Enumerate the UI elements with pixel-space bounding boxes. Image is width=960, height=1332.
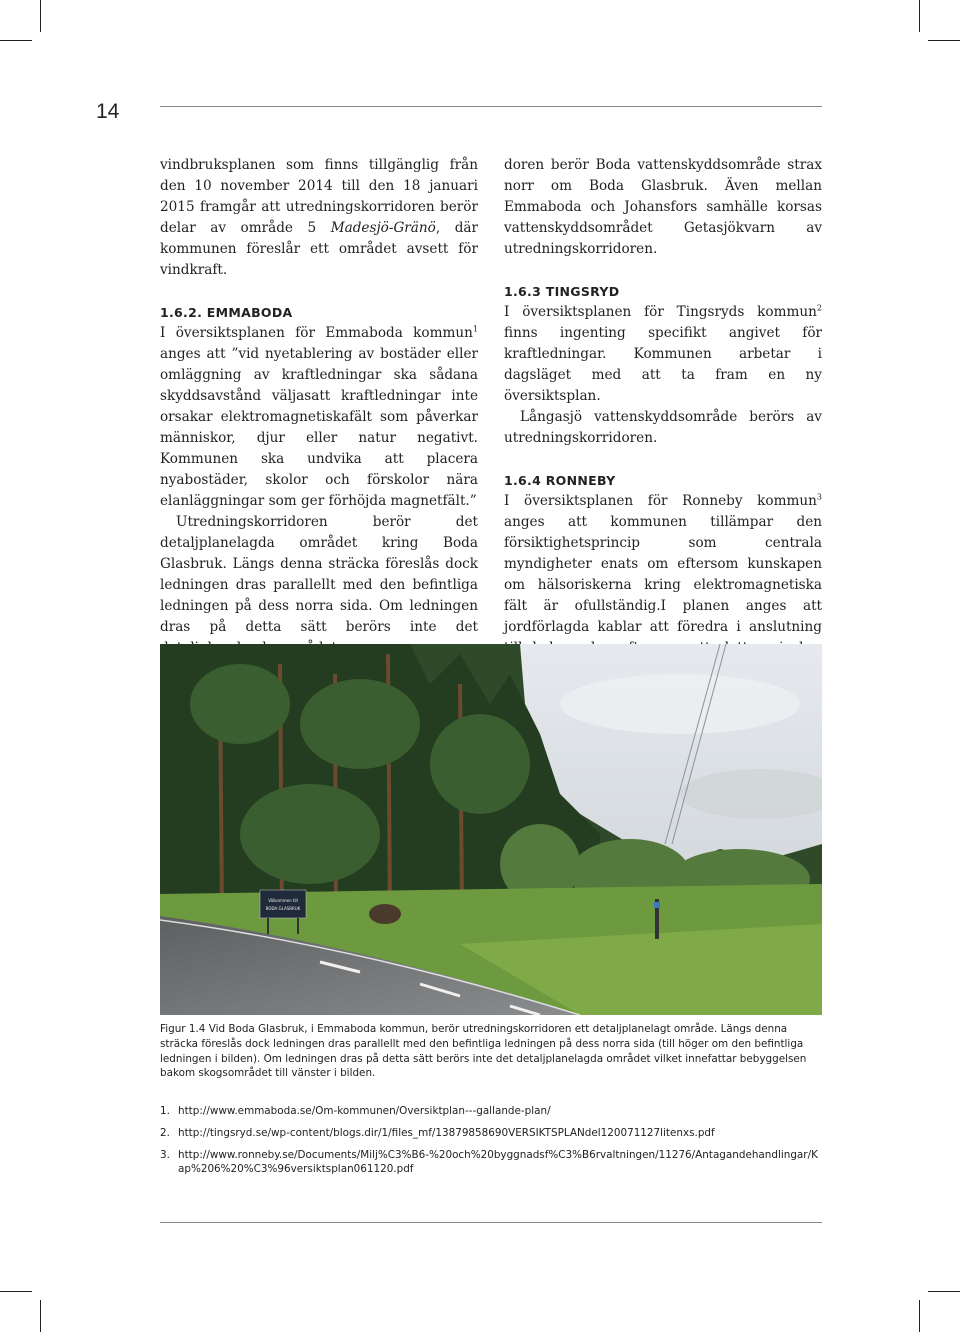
footnote-1 bbox=[160, 1104, 822, 1119]
footnote-number: 2. bbox=[160, 1126, 170, 1139]
footnote-2 bbox=[160, 1126, 822, 1141]
ronneby-paragraph: I översiktsplanen för Ronneby kommun$^3$ anges att kommunen tillämpar den försiktighetsprincip som centrala myndigheter enats om eftersom kunskapen om hälsoriskerna kring elektromagnetiska fält är ofullständig.I planen anges att jordförlagda kablar att föredra i anslutning bbox=[504, 492, 822, 635]
footnote-3 bbox=[160, 1148, 822, 1178]
footnote-ref-1: 1 bbox=[472, 324, 478, 334]
right-column bbox=[504, 155, 822, 680]
footnotes bbox=[160, 1104, 822, 1184]
crop-mark-top-right bbox=[919, 0, 920, 32]
heading-emmaboda: 1.6.2. EMMABODA bbox=[160, 305, 293, 320]
water-protection-paragraph: doren berör Boda vattenskyddsområde strax norr om Boda Glasbruk. Även mellan Emmaboda och Johansfors samhälle korsas vattenskyddsområdet Getasjökvarn av utredningskorridoren. bbox=[504, 157, 822, 257]
footnote-number: 3. bbox=[160, 1148, 170, 1161]
crop-mark-right-top bbox=[928, 40, 960, 41]
crop-mark-right-bottom bbox=[928, 1291, 960, 1292]
figure-caption: Figur 1.4 Vid Boda Glasbruk, i Emmaboda kommun, berör utredningskorridoren ett detaljplanelagt område. Längs denna sträcka föreslås dock ledningen dras parallellt med den befintliga ledningen på dess norra sida (till höger om den befintliga ledningen i bilden). Om ledningen dras på detta sätt berörs inte det detaljplanelagda området vilket innefattar bebyggelsen bakom skogsområdet till vänster i bilden. bbox=[160, 1023, 807, 1080]
sign-text-line1: Välkommen till bbox=[268, 898, 298, 903]
sign-text-line2: BODA GLASBRUK bbox=[265, 906, 301, 911]
emmaboda-paragraph: I översiktsplanen för Emmaboda kommun$^1$ anges att ”vid nyetablering av bostäder eller omläggning av kraftledningar ska sådana skyddsavstånd väljasatt kraftledningar inte orsakar elektromagnetiskafält som påverkar människor, djur eller natur negativt. Kommunen ska undvika att placera nyabostäder, skolor och förskolor nära elanläggningar som ger förhöjda magnetfält.” bbox=[160, 324, 478, 509]
forest-road-photo bbox=[160, 644, 822, 1015]
crop-mark-bottom-left bbox=[40, 1300, 41, 1332]
footer-rule bbox=[160, 1222, 822, 1223]
header-rule bbox=[160, 106, 822, 107]
footnote-ref-2: 2 bbox=[816, 303, 822, 313]
crop-mark-bottom-right bbox=[919, 1300, 920, 1332]
intro-paragraph: vindbruksplanen som finns tillgänglig från den 10 november 2014 till den 18 januari 2015 framgår att utredningskorridoren berör delar av område 5 Madesjö-Gränö, där kommunen föreslår ett området avsett för vindkraft. bbox=[160, 157, 479, 278]
footnote-ref-3: 3 bbox=[816, 492, 822, 502]
page-number: 14 bbox=[96, 100, 120, 123]
langasjo-paragraph: Långasjö vattenskyddsområde berörs av utredningskorridoren. bbox=[504, 409, 822, 446]
footnote-link[interactable]: http://tingsryd.se/wp-content/blogs.dir/1/files_mf/13879858690VERSIKTSPLANdel120071127litenxs.pdf bbox=[178, 1126, 715, 1139]
footnote-number: 1. bbox=[160, 1105, 170, 1117]
tingsryd-paragraph: I översiktsplanen för Tingsryds kommun$^2$ finns ingenting specifikt angivet för kraftledningar. Kommunen arbetar i dagsläget med att ta fram en ny översiktsplan. bbox=[504, 303, 822, 404]
crop-mark-left-top bbox=[0, 40, 32, 41]
heading-ronneby: 1.6.4 RONNEBY bbox=[504, 473, 616, 488]
crop-mark-top-left bbox=[40, 0, 41, 32]
boda-paragraph: Utredningskorridoren berör det detaljplanelagda området kring Boda Glasbruk. Längs denna sträcka föreslås dock ledningen dras parallellt med den befintliga ledningen på dess norra sida. Om ledningen dras på detta sätt berörs inte det bbox=[160, 514, 478, 635]
heading-tingsryd: 1.6.3 TINGSRYD bbox=[504, 284, 620, 299]
footnote-link[interactable]: http://www.ronneby.se/Documents/Milj%C3%B6-%20och%20byggnadsf%C3%B6rvaltningen/11276/Antagandehandlingar/Kap%206%20%C3%96versiktsplan061120.pdf bbox=[178, 1148, 818, 1176]
crop-mark-left-bottom bbox=[0, 1291, 32, 1292]
footnote-link[interactable]: http://www.emmaboda.se/Om-kommunen/Oversiktplan---gallande-plan/ bbox=[178, 1105, 551, 1117]
left-column bbox=[160, 155, 478, 701]
photo-illustration bbox=[160, 644, 822, 1015]
